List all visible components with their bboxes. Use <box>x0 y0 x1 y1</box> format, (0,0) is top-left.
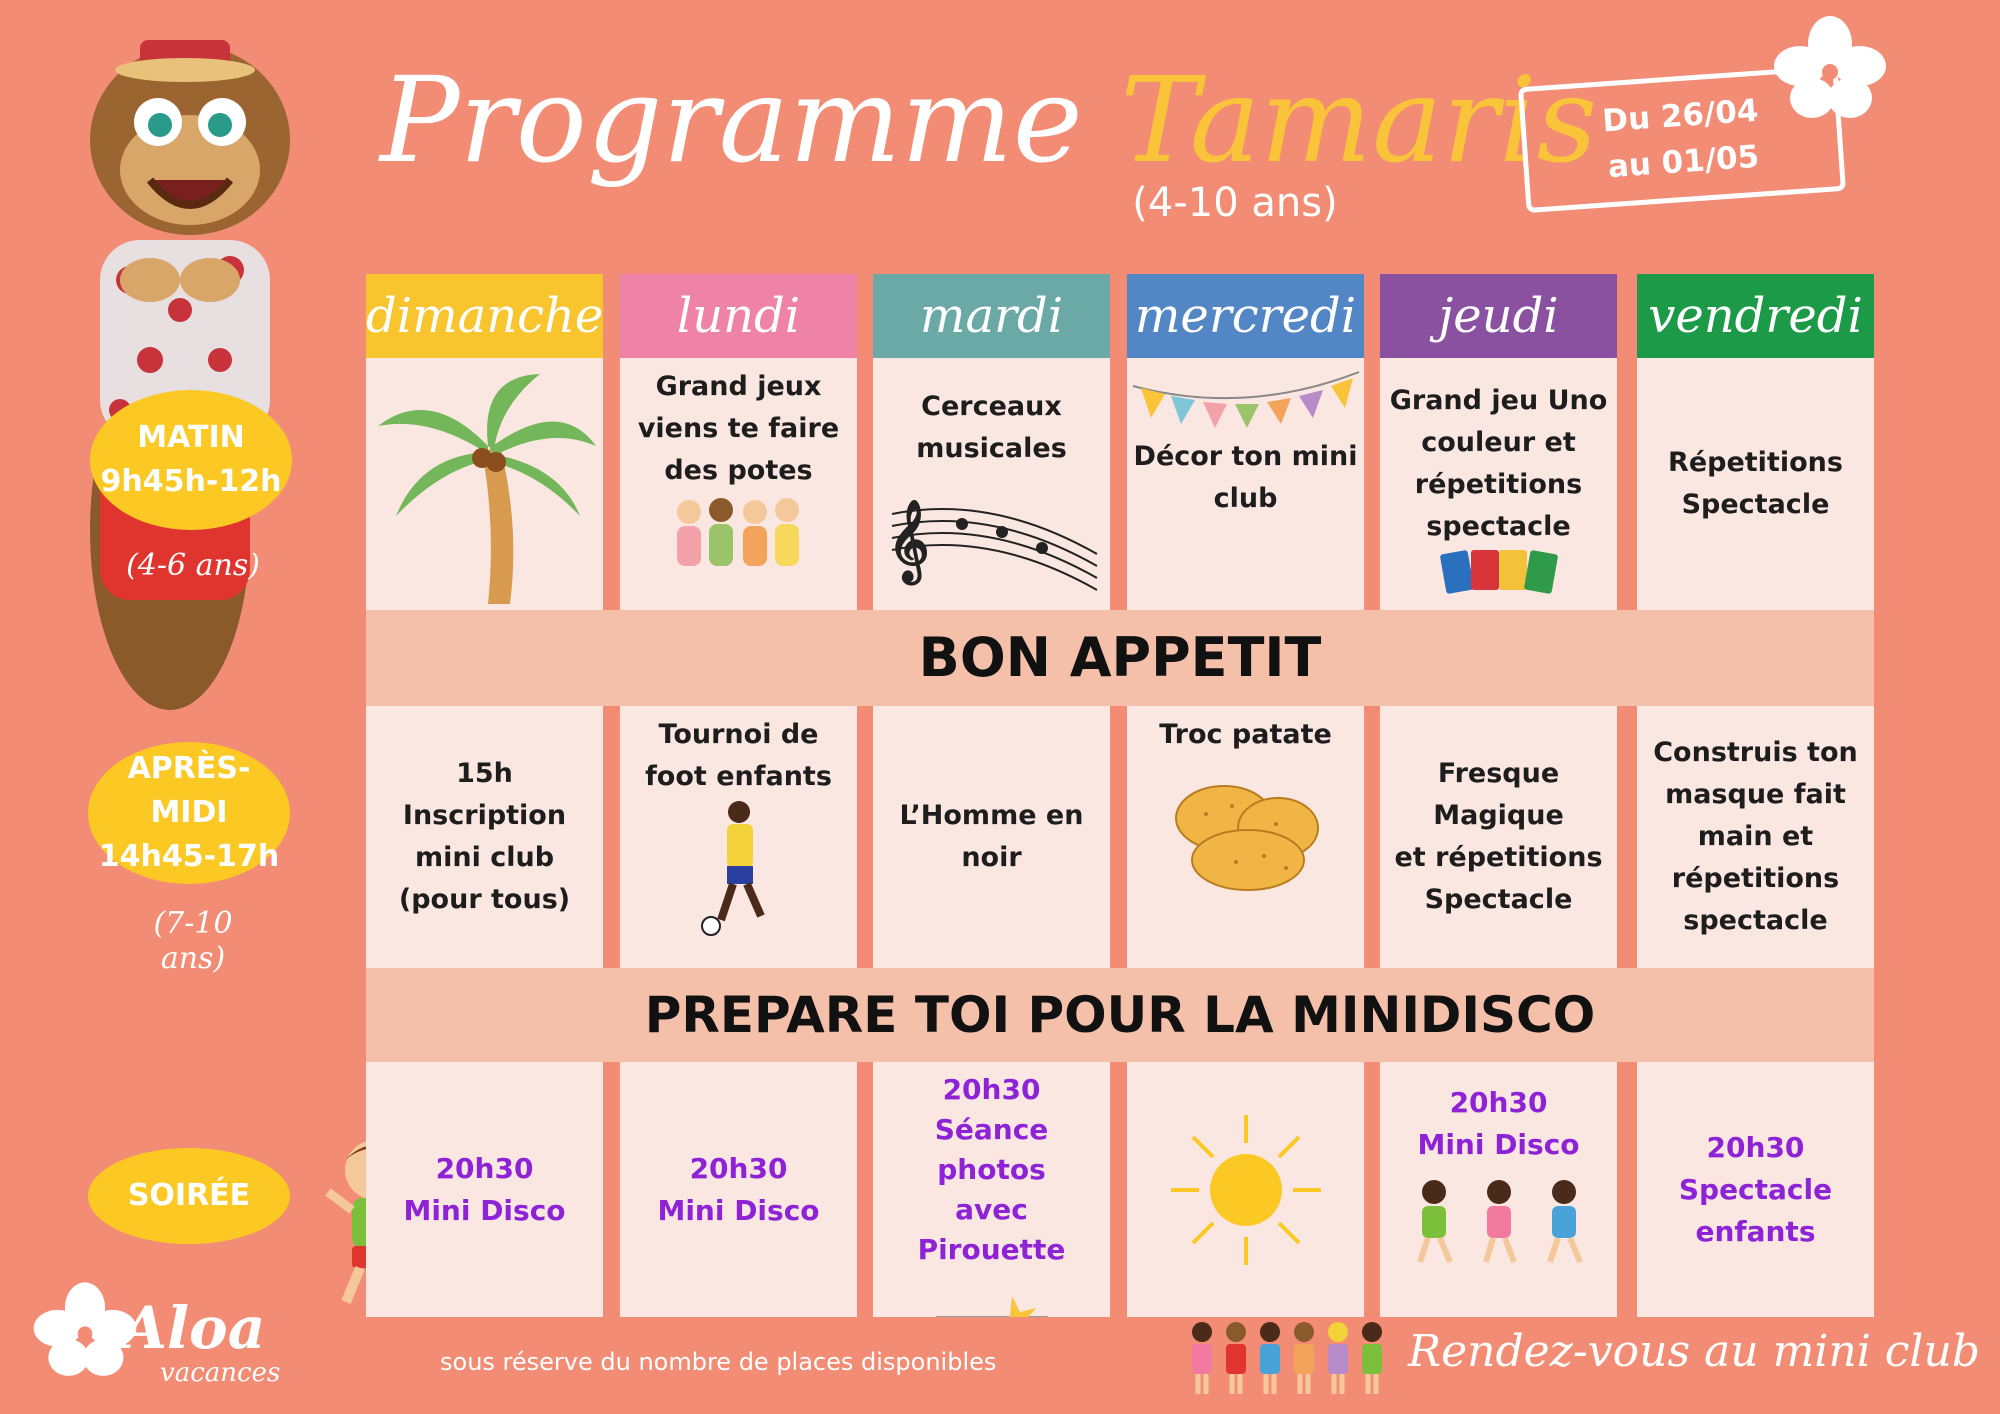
day-column-mardi <box>873 274 1110 358</box>
title-part-1: Programme <box>380 51 1083 189</box>
logo <box>30 1276 280 1396</box>
day-header: dimanche <box>366 274 603 358</box>
logo-word: Aloa <box>122 1294 266 1362</box>
date-stamp-line-1: Du 26/04 <box>1601 92 1760 140</box>
cell-vendredi-afternoon <box>1637 706 1874 968</box>
activity-text: Grand jeu Uno couleur et répetitions spectacle <box>1389 385 1608 542</box>
potatoes-icon <box>1166 776 1326 896</box>
cell-jeudi-afternoon <box>1380 706 1617 968</box>
activity-text: 20h30 Spectacle enfants <box>1678 1130 1833 1248</box>
activity-text: 15h Inscription mini club (pour tous) <box>398 758 571 915</box>
day-column-lundi <box>620 274 857 358</box>
activity-text: Construis ton masque fait main et répetitions spectacle <box>1653 737 1858 936</box>
monkey-mascot-icon <box>40 30 320 730</box>
day-header: mercredi <box>1127 274 1364 358</box>
activity-text: 20h30 Mini Disco <box>1417 1086 1580 1161</box>
cell-mercredi-evening <box>1127 1062 1364 1317</box>
activity-text: 20h30 Mini Disco <box>657 1151 820 1227</box>
day-header: jeudi <box>1380 274 1617 358</box>
music-notes-icon <box>882 484 1102 594</box>
title-part-2: Tamaris <box>1120 51 1598 189</box>
rendez-vous-tagline: Rendez-vous au mini club <box>1408 1326 1980 1377</box>
activity-text: Décor ton mini club <box>1133 441 1358 514</box>
day-column-mercredi <box>1127 274 1364 358</box>
day-column-jeudi <box>1380 274 1617 358</box>
cell-jeudi-evening <box>1380 1062 1617 1317</box>
cell-vendredi-morning <box>1637 358 1874 610</box>
day-header: lundi <box>620 274 857 358</box>
date-stamp-line-2: au 01/05 <box>1606 138 1761 186</box>
day-header: vendredi <box>1637 274 1874 358</box>
cell-dimanche-morning <box>366 358 603 610</box>
badge-morning-ages: (4-6 ans) <box>126 548 260 583</box>
activity-text: 20h30 Séance photos avec Pirouette <box>917 1073 1066 1266</box>
soccer-player-icon <box>699 798 779 938</box>
cell-mercredi-morning <box>1127 358 1364 610</box>
activity-text: Fresque Magique et répetitions Spectacle <box>1394 758 1603 915</box>
palm-tree-icon <box>370 366 600 606</box>
bunting-flags-icon <box>1131 366 1361 436</box>
badge-morning: MATIN 9h45h-12h <box>90 390 292 530</box>
cell-dimanche-evening <box>366 1062 603 1317</box>
playing-cards-icon <box>1439 548 1559 596</box>
disco-band: PREPARE TOI POUR LA MINIDISCO <box>366 968 1874 1062</box>
day-header: mardi <box>873 274 1110 358</box>
activity-text: Grand jeux viens te faire des potes <box>637 371 840 486</box>
cell-lundi-morning <box>620 358 857 610</box>
activity-text: L’Homme en noir <box>899 800 1084 873</box>
cell-lundi-afternoon <box>620 706 857 968</box>
cell-jeudi-morning <box>1380 358 1617 610</box>
cell-mardi-morning <box>873 358 1110 610</box>
activity-text: Troc patate <box>1159 719 1332 750</box>
svg-text:𝄞: 𝄞 <box>887 498 929 581</box>
day-column-vendredi <box>1637 274 1874 358</box>
hibiscus-icon <box>1770 14 1890 124</box>
badge-afternoon: APRÈS- MIDI 14h45-17h <box>88 742 290 884</box>
friends-group-icon <box>659 492 819 582</box>
cell-lundi-evening <box>620 1062 857 1317</box>
logo-sub: vacances <box>160 1358 281 1388</box>
cell-dimanche-afternoon <box>366 706 603 968</box>
kids-row-icon <box>1184 1318 1394 1398</box>
footnote: sous réserve du nombre de places disponibles <box>440 1348 997 1376</box>
day-column-dimanche <box>366 274 603 358</box>
cell-mercredi-afternoon <box>1127 706 1364 968</box>
activity-text: 20h30 Mini Disco <box>403 1151 566 1227</box>
activity-text: Cerceaux musicales <box>916 391 1067 464</box>
badge-afternoon-ages: (7-10 ans) <box>153 906 233 976</box>
activity-text: Tournoi de foot enfants <box>645 719 832 792</box>
cell-mardi-afternoon <box>873 706 1110 968</box>
schedule-grid <box>366 274 1874 1317</box>
lunch-band: BON APPETIT <box>366 610 1874 706</box>
cell-vendredi-evening <box>1637 1062 1874 1317</box>
age-range: (4-10 ans) <box>1132 180 1338 226</box>
sun-icon <box>1161 1105 1331 1275</box>
badge-evening: SOIRÉE <box>88 1148 290 1244</box>
camera-icon <box>932 1290 1052 1317</box>
activity-text: Répetitions Spectacle <box>1668 447 1843 520</box>
dancing-kids-icon <box>1394 1176 1604 1266</box>
cell-mardi-evening <box>873 1062 1110 1317</box>
